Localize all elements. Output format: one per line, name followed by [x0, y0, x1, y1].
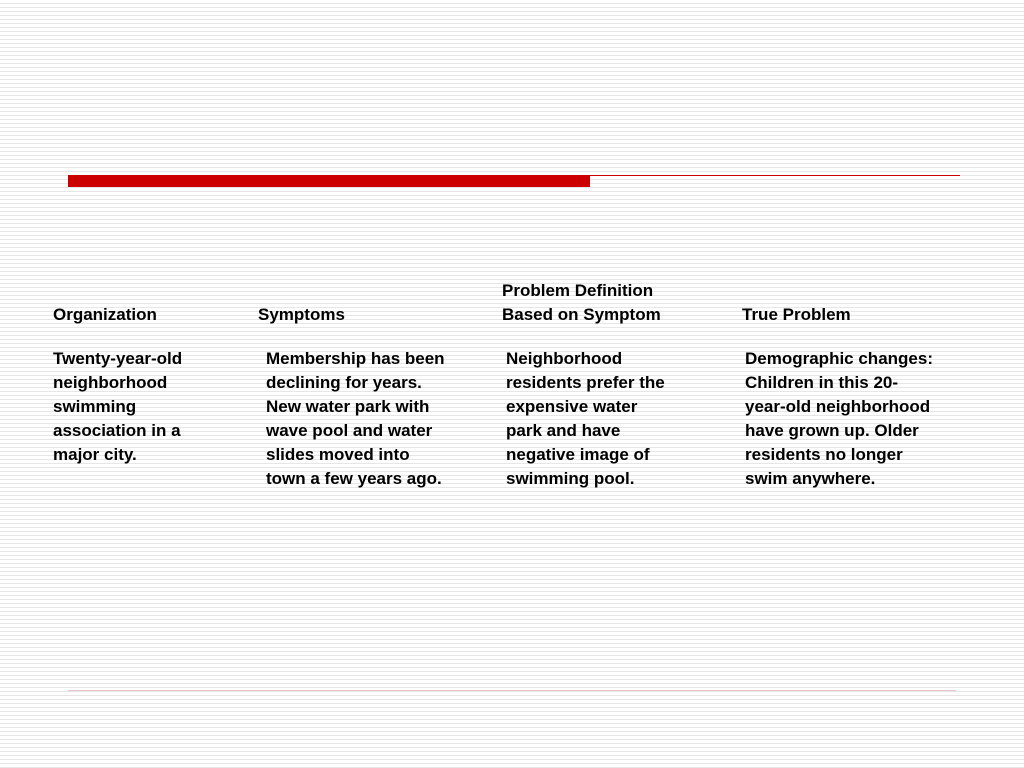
cell-problem-definition: Neighborhood residents prefer the expensive water park and have negative image of swimming pool. — [506, 349, 665, 488]
footer-divider — [68, 690, 956, 691]
cell-true-problem: Demographic changes: Children in this 20- year-old neighborhood have grown up. Older residents no longer swim anywhere. — [745, 349, 933, 488]
header-true-problem: True Problem — [742, 305, 851, 324]
header-problem-definition: Problem Definition Based on Symptom — [502, 281, 661, 324]
cell-organization: Twenty-year-old neighborhood swimming association in a major city. — [53, 349, 183, 464]
title-accent-bar — [68, 175, 590, 187]
header-symptoms: Symptoms — [258, 305, 345, 324]
cell-symptoms: Membership has been declining for years. New water park with wave pool and water slides moved into town a few years ago. — [266, 349, 445, 488]
title-accent-line — [590, 175, 960, 176]
header-organization: Organization — [53, 305, 157, 324]
